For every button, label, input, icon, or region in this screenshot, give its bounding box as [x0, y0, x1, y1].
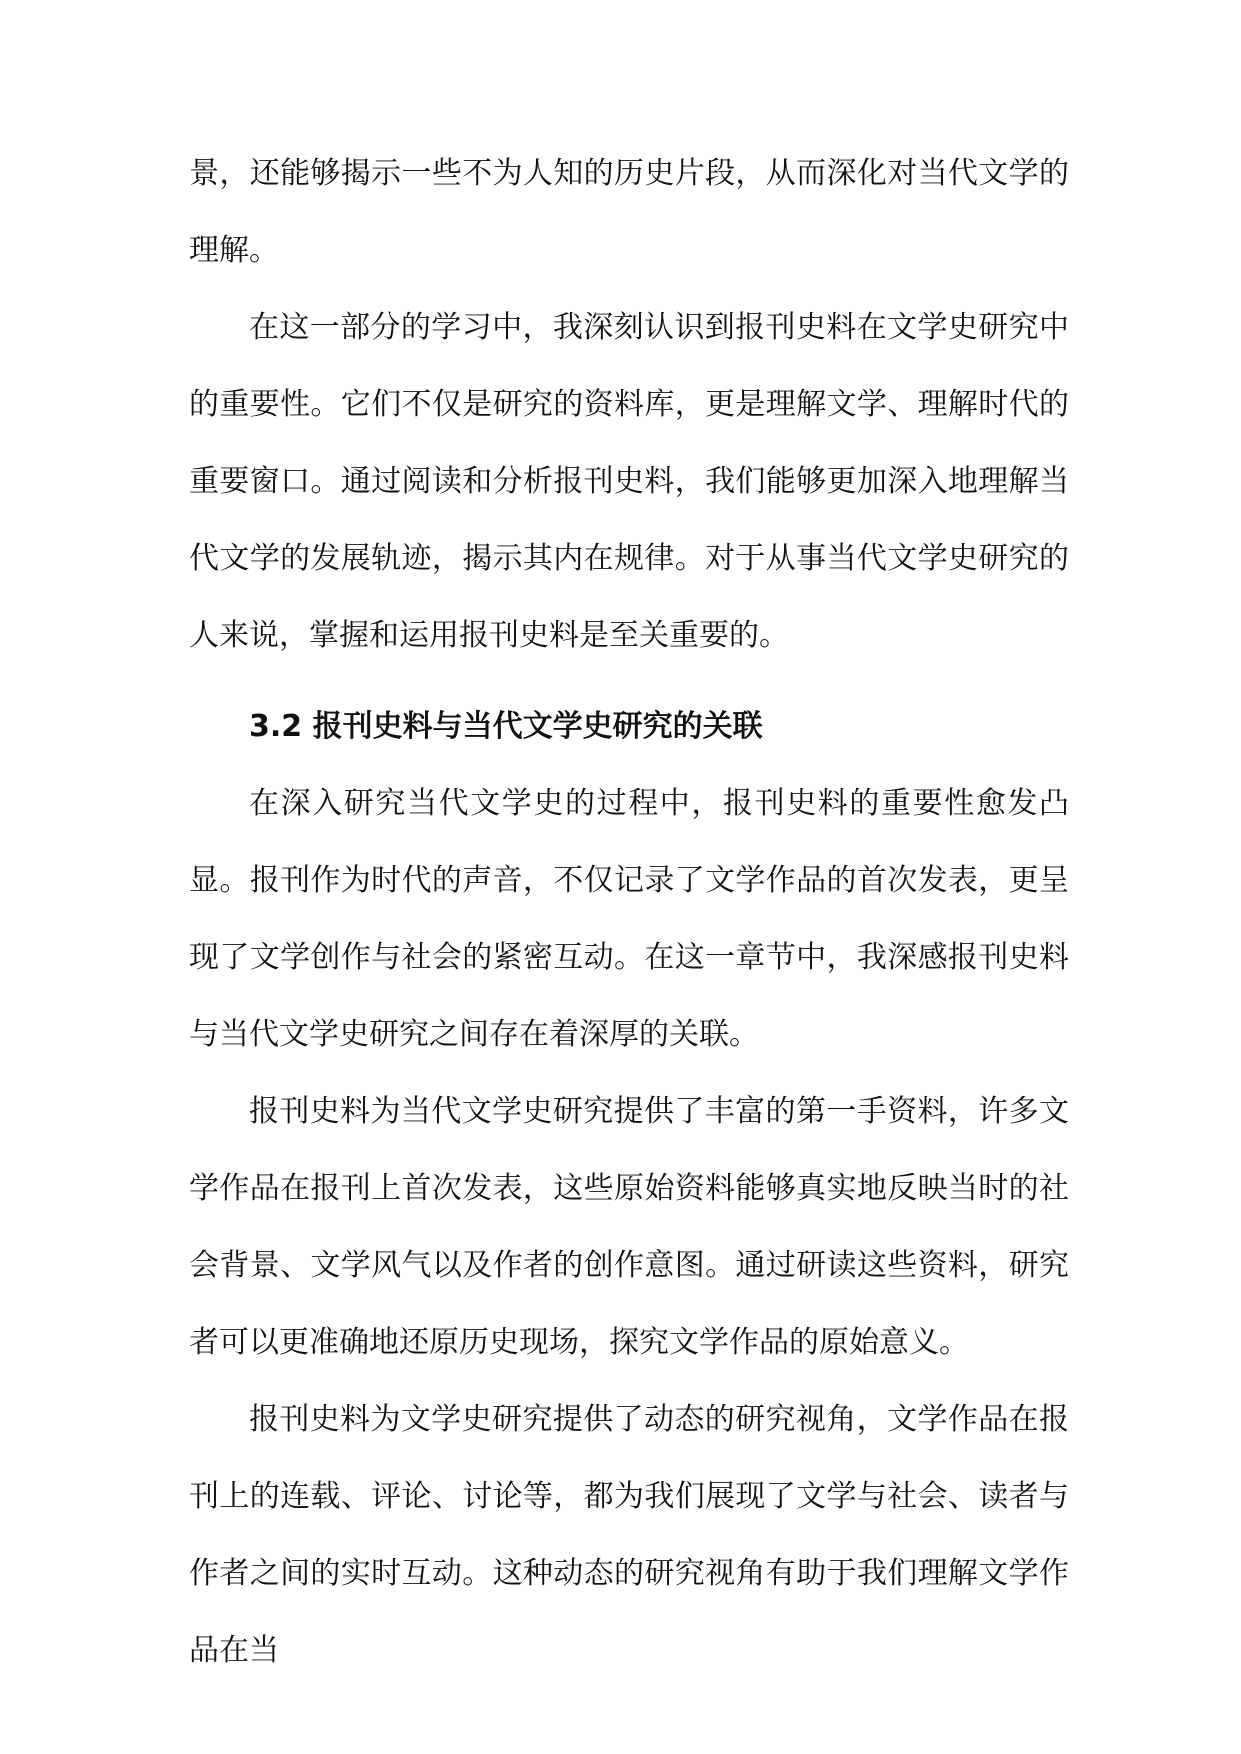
section-heading — [189, 688, 1069, 765]
section-title: 报刊史料与当代文学史研究的关联 — [312, 709, 763, 744]
paragraph-importance-of-periodicals: 在这一部分的学习中，我深刻认识到报刊史料在文学史研究中的重要性。它们不仅是研究的资料库，更是理解文学、理解时代的重要窗口。通过阅读和分析报刊史料，我们能够更加深入地理解当代文学的发展轨迹，揭示其内在规律。对于从事当代文学史研究的人来说，掌握和运用报刊史料是至关重要的。 — [189, 310, 1069, 653]
continuation-paragraph: 景，还能够揭示一些不为人知的历史片段，从而深化对当代文学的理解。 — [189, 156, 1069, 268]
document-body — [189, 135, 1069, 1689]
paragraph-first-hand-materials: 报刊史料为当代文学史研究提供了丰富的第一手资料，许多文学作品在报刊上首次发表，这些原始资料能够真实地反映当时的社会背景、文学风气以及作者的创作意图。通过研读这些资料，研究者可以更准确地还原历史现场，探究文学作品的原始意义。 — [189, 1094, 1069, 1360]
paragraph-dynamic-perspective: 报刊史料为文学史研究提供了动态的研究视角，文学作品在报刊上的连载、评论、讨论等，都为我们展现了文学与社会、读者与作者之间的实时互动。这种动态的研究视角有助于我们理解文学作品在当 — [189, 1402, 1069, 1668]
paragraph-section-intro: 在深入研究当代文学史的过程中，报刊史料的重要性愈发凸显。报刊作为时代的声音，不仅记录了文学作品的首次发表，更呈现了文学创作与社会的紧密互动。在这一章节中，我深感报刊史料与当代文学史研究之间存在着深厚的关联。 — [189, 786, 1069, 1052]
section-number: 3.2 — [249, 709, 303, 744]
